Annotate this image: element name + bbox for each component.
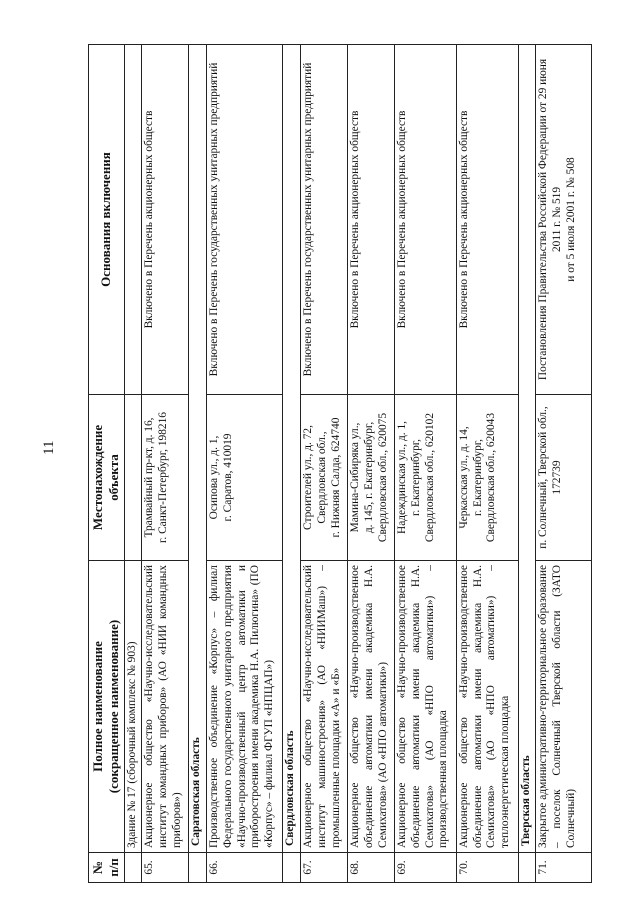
section-spacer — [518, 853, 536, 883]
section-label: Тверская область — [518, 45, 536, 853]
row-location: Строителей ул., д. 72, Свердловская обл., г. Нижняя Салда, 624740 — [301, 395, 348, 561]
section-spacer — [283, 853, 301, 883]
row-location — [124, 395, 142, 561]
table-row — [348, 45, 395, 883]
row-name: Акционерное общество «Научно-производственное объединение автоматики имени академика Н.А. Семихатова» (АО «НПО автоматики») – теплоэнергетическая площадка — [456, 561, 518, 853]
table-row — [395, 45, 457, 883]
table-row — [142, 45, 189, 883]
section-row — [283, 45, 301, 883]
objects-table — [88, 44, 592, 883]
section-label: Саратовская область — [189, 45, 207, 853]
row-location: Надеждинская ул., д. 1, г. Екатеринбург, Свердловская обл., 620102 — [395, 395, 457, 561]
table-row — [301, 45, 348, 883]
row-num: 71. — [536, 853, 592, 883]
registry-sheet — [88, 45, 592, 883]
header-location: Местонахождение объекта — [89, 395, 125, 561]
row-name: Акционерное общество «Научно-исследовательский институт машиностроения» (АО «НИИМаш») – промышленные площадки «А» и «Б» — [301, 561, 348, 853]
section-spacer — [189, 853, 207, 883]
table-row — [456, 45, 518, 883]
row-name: Здание № 17 (сборочный комплекс № 903) — [124, 561, 142, 853]
row-num: 70. — [456, 853, 518, 883]
row-num — [124, 853, 142, 883]
section-label: Свердловская область — [283, 45, 301, 853]
row-name: Акционерное общество «Научно-исследовательский институт командных приборов» (АО «НИИ командных приборов») — [142, 561, 189, 853]
row-num: 65. — [142, 853, 189, 883]
section-row — [189, 45, 207, 883]
row-location: Осипова ул., д. 1, г. Саратов, 410019 — [207, 395, 283, 561]
header-num: № п/п — [89, 853, 125, 883]
row-location: п. Солнечный, Тверской обл., 172739 — [536, 395, 592, 561]
row-location: Мамина-Сибиряка ул., д. 145, г. Екатеринбург, Свердловская обл., 620075 — [348, 395, 395, 561]
table-row — [536, 45, 592, 883]
table-row — [124, 45, 142, 883]
row-basis: Включено в Перечень акционерных обществ — [395, 45, 457, 395]
page-number: 11 — [41, 440, 57, 455]
row-name: Производственное объединение «Корпус» – филиал Федерального государственного унитарного предприятия «Научно-производственный центр автоматики и приборостроения имени академика Н.А. Пилюгина» (ПО «Корпус» – филиал ФГУП «НПЦАП») — [207, 561, 283, 853]
row-basis: Включено в Перечень государственных унитарных предприятий — [207, 45, 283, 395]
row-basis: Постановления Правительства Российской Федерации от 29 июня 2011 г. № 519 и от 5 июля 2001 г. № 508 — [536, 45, 592, 395]
row-num: 67. — [301, 853, 348, 883]
table-row — [207, 45, 283, 883]
row-name: Закрытое административно-территориальное образование – поселок Солнечный Тверской области (ЗАТО Солнечный) — [536, 561, 592, 853]
row-name: Акционерное общество «Научно-производственное объединение автоматики имени академика Н.А. Семихатова» (АО «НПО автоматики») — [348, 561, 395, 853]
row-num: 66. — [207, 853, 283, 883]
row-basis: Включено в Перечень государственных унитарных предприятий — [301, 45, 348, 395]
row-num: 69. — [395, 853, 457, 883]
row-location: Трамвайный пр-кт, д. 16, г. Санкт-Петербург, 198216 — [142, 395, 189, 561]
row-location: Черкасская ул., д. 14, г. Екатеринбург, Свердловская обл., 620043 — [456, 395, 518, 561]
header-name: Полное наименование (сокращенное наименование) — [89, 561, 125, 853]
row-basis: Включено в Перечень акционерных обществ — [348, 45, 395, 395]
row-basis — [124, 45, 142, 395]
row-num: 68. — [348, 853, 395, 883]
row-name: Акционерное общество «Научно-производственное объединение автоматики имени академика Н.А. Семихатова» (АО «НПО автоматики») – производственная площадка — [395, 561, 457, 853]
table-header-row — [89, 45, 125, 883]
section-row — [518, 45, 536, 883]
row-basis: Включено в Перечень акционерных обществ — [456, 45, 518, 395]
row-basis: Включено в Перечень акционерных обществ — [142, 45, 189, 395]
header-basis: Основания включения — [89, 45, 125, 395]
